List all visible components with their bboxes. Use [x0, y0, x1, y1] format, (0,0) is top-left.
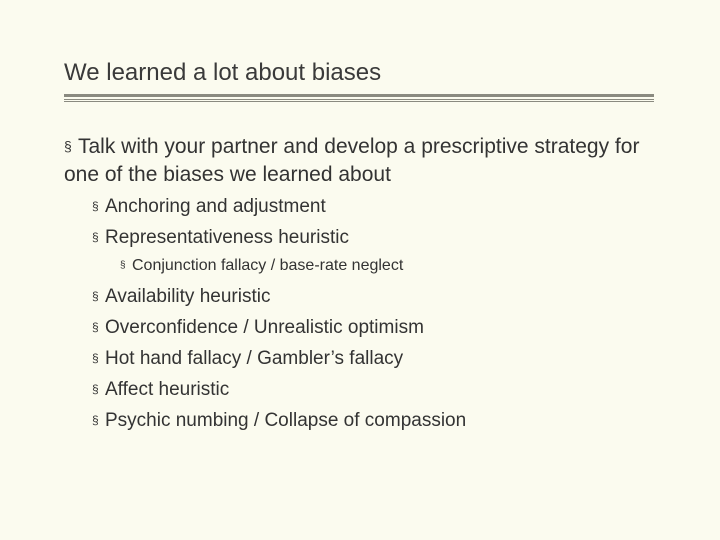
title-divider — [64, 94, 654, 97]
list-item — [92, 408, 466, 433]
list-item-text: Affect heuristic — [105, 379, 230, 400]
main-bullet — [64, 132, 664, 189]
list-item — [92, 225, 349, 250]
list-item-text: Representativeness heuristic — [105, 227, 349, 248]
list-item — [92, 194, 326, 219]
bullet-icon: § — [92, 230, 99, 244]
bullet-icon: § — [120, 260, 126, 271]
list-item — [92, 284, 270, 309]
list-item-text: Availability heuristic — [105, 286, 271, 307]
title-divider-thin — [64, 99, 654, 100]
list-item-text: Psychic numbing / Collapse of compassion — [105, 410, 467, 431]
bullet-icon: § — [64, 138, 72, 154]
list-item — [92, 377, 229, 402]
bullet-icon: § — [92, 413, 99, 427]
list-item-text: Overconfidence / Unrealistic optimism — [105, 317, 424, 338]
main-bullet-text: Talk with your partner and develop a prescriptive strategy for one of the biases we learned about — [64, 135, 640, 186]
list-item-text: Hot hand fallacy / Gambler’s fallacy — [105, 348, 404, 369]
slide-title: We learned a lot about biases — [64, 59, 382, 86]
bullet-icon: § — [92, 382, 99, 396]
bullet-icon: § — [92, 199, 99, 213]
sub-list-item-text: Conjunction fallacy / base-rate neglect — [132, 257, 404, 274]
list-item — [92, 315, 424, 340]
list-item-text: Anchoring and adjustment — [105, 196, 326, 217]
sub-list-item — [120, 256, 403, 276]
title-divider-thin-2 — [64, 101, 654, 102]
list-item — [92, 346, 403, 371]
bullet-icon: § — [92, 289, 99, 303]
bullet-icon: § — [92, 351, 99, 365]
bullet-icon: § — [92, 320, 99, 334]
